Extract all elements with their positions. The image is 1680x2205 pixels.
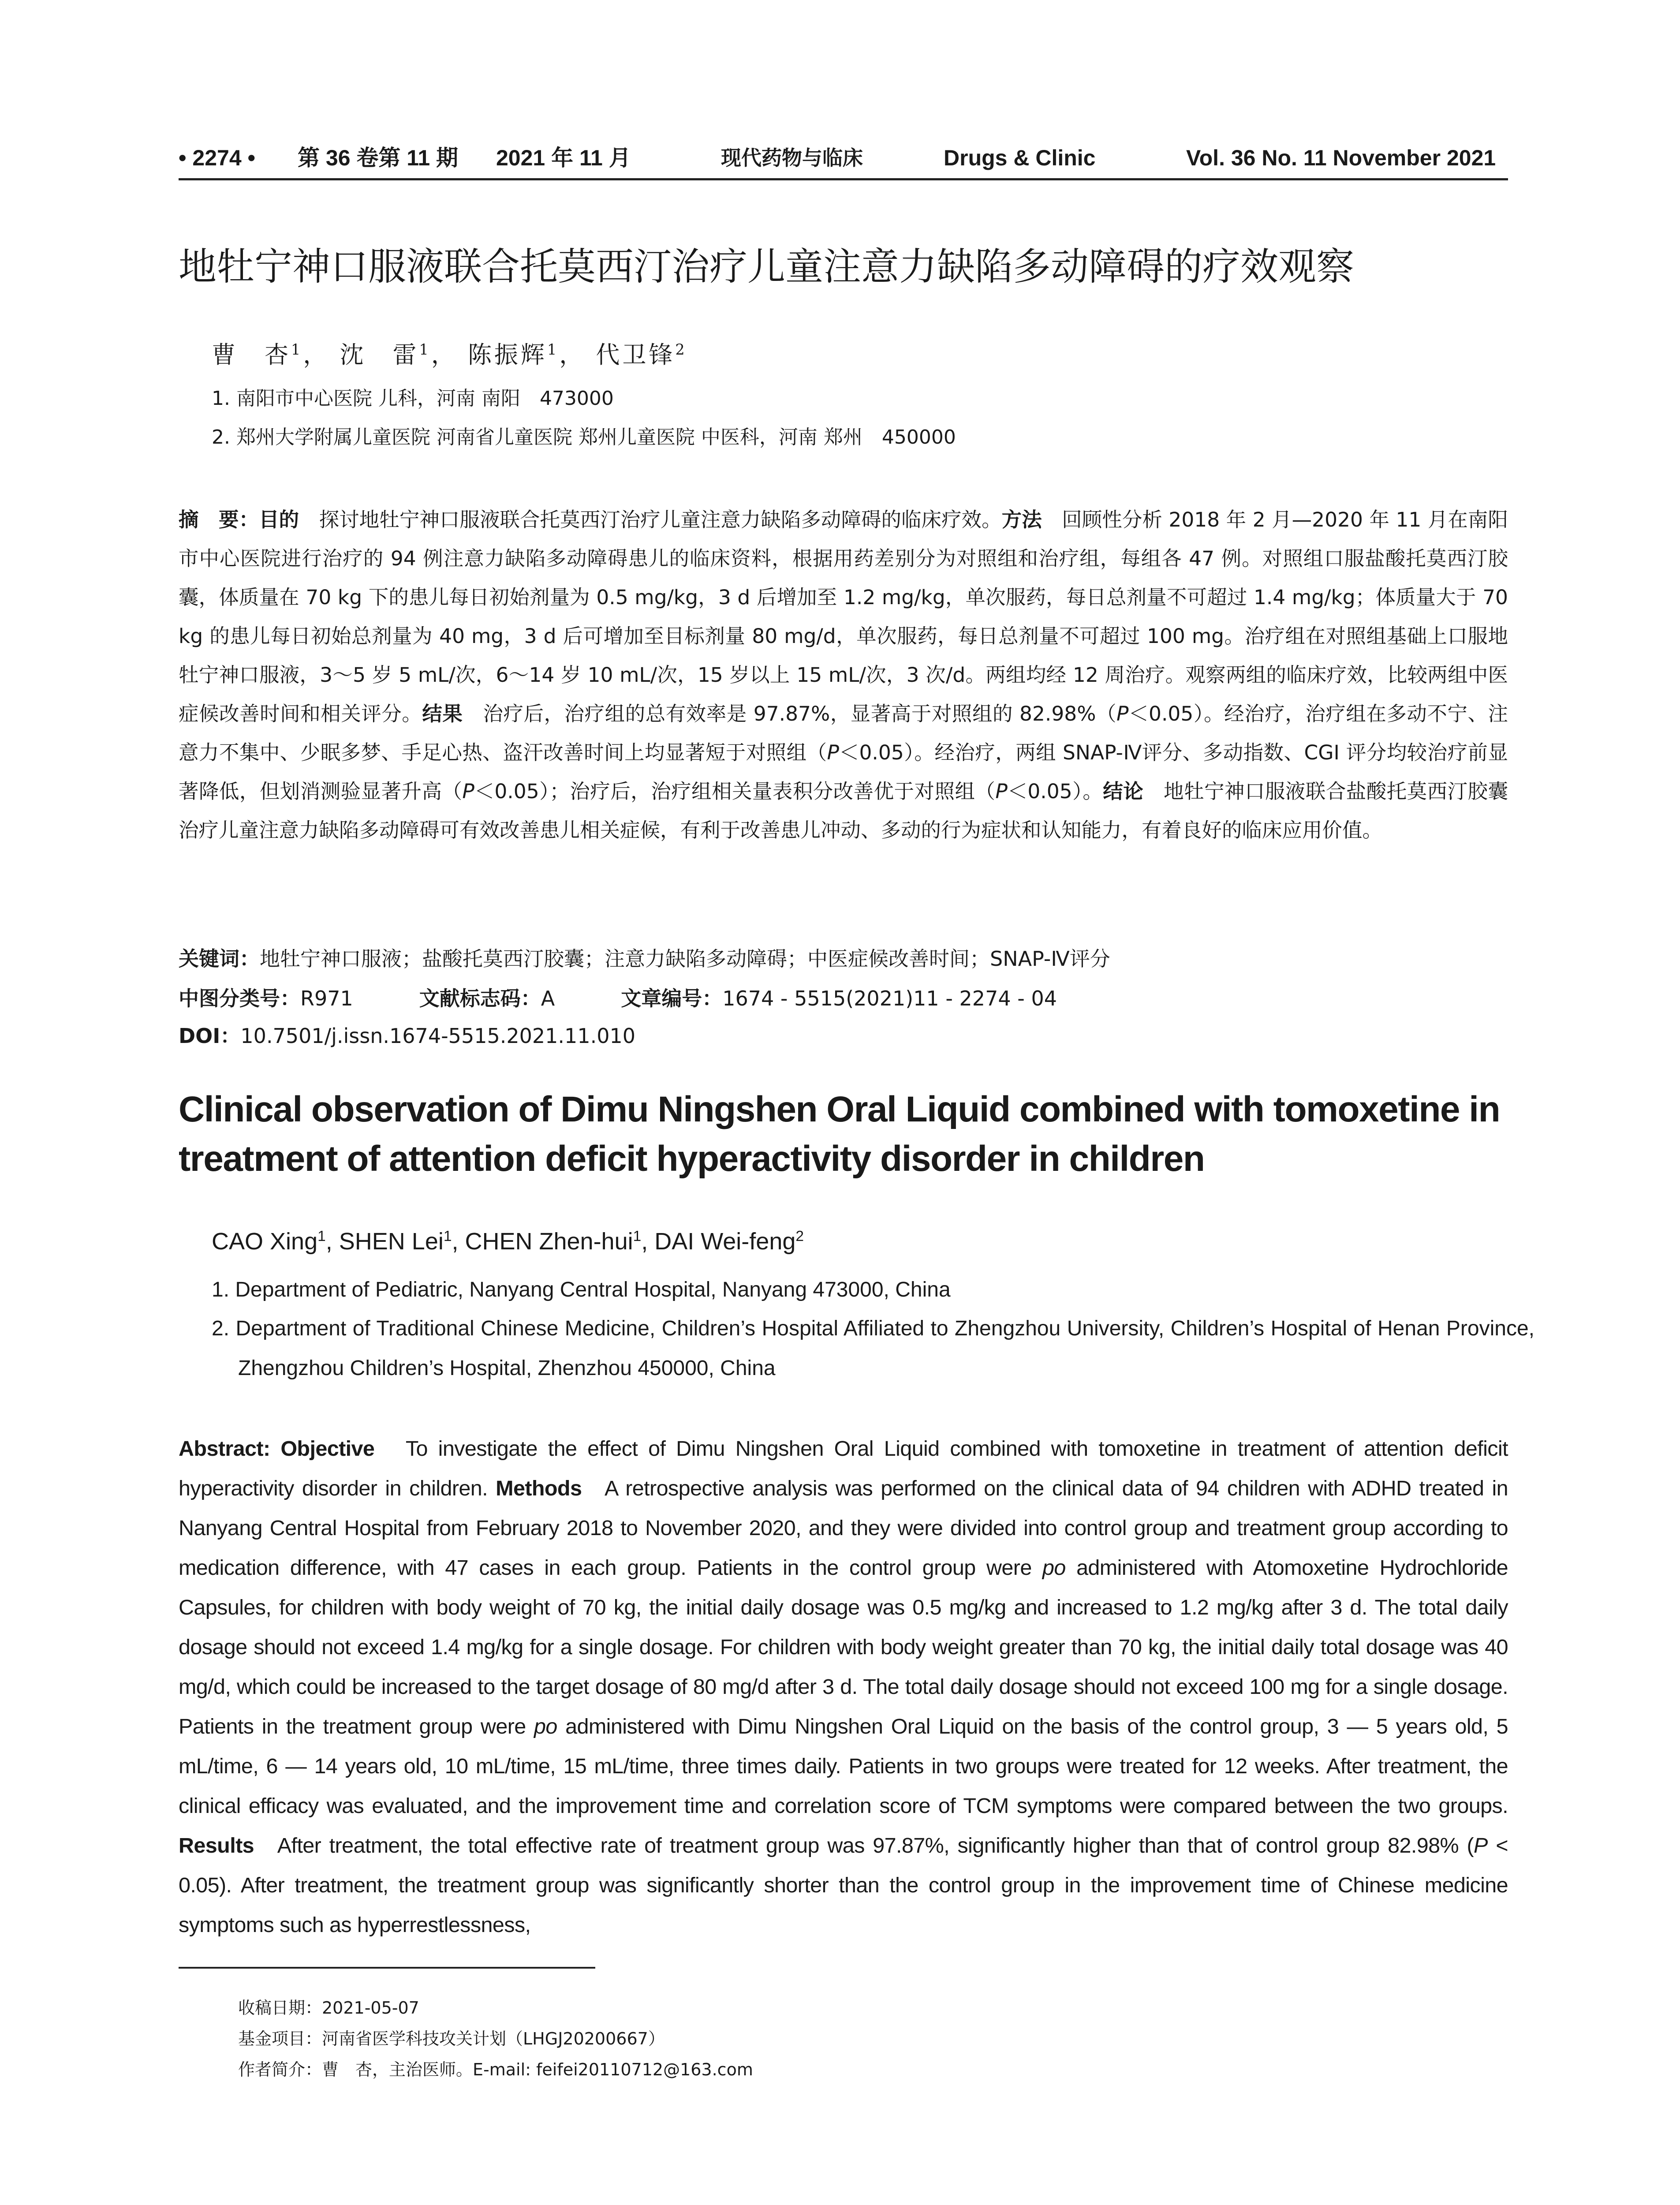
doi-value: 10.7501/j.issn.1674-5515.2021.11.010 [240,1024,636,1048]
author-name: 曹 杏 [212,341,291,369]
author-affiliation-mark: 1 [317,1228,326,1245]
clc-label: 中图分类号： [179,987,300,1010]
objective-text-en: To investigate the effect of Dimu Ningshen Oral Liquid combined with tomoxetine in treatment of attention deficit hyperactivity disorder in children. [179,1437,1508,1500]
doi-line [179,1017,635,1055]
objective-label-cn: 目的 [259,508,299,531]
author-separator: ， [559,341,586,369]
issue-date-cn: 2021 年 11 月 [496,146,631,170]
footnote-received: 收稿日期：2021-05-07 [238,1998,419,2018]
affiliation-en-1: 1. Department of Pediatric, Nanyang Central Hospital, Nanyang 473000, China [212,1278,951,1301]
journal-name-en: Drugs & Clinic [944,146,1096,170]
affiliation-cn-1: 1. 南阳市中心医院 儿科，河南 南阳 473000 [212,387,614,410]
author-name: DAI Wei-feng [654,1228,796,1255]
header-rule [179,178,1508,180]
po-term: po [534,1715,557,1738]
author-name: CHEN Zhen-hui [465,1228,633,1255]
results-text-cn: 治疗后，治疗组的总有效率是 97.87%，显著高于对照组的 82.98%（ [483,702,1117,725]
abstract-cn [179,501,1508,850]
keywords-cn [179,939,1110,978]
footnote-rule [179,1967,595,1969]
affiliation-cn-2: 2. 郑州大学附属儿童医院 河南省儿童医院 郑州儿童医院 中医科，河南 郑州 450000 [212,426,956,448]
keywords-text: 地牡宁神口服液；盐酸托莫西汀胶囊；注意力缺陷多动障碍；中医症候改善时间；SNAP-Ⅳ评分 [260,947,1110,971]
p-value-symbol: P [995,780,1008,803]
methods-text-en: A retrospective analysis was performed on the clinical data of 94 children with ADHD treated in Nanyang Central Hospital from February 2018 to November 2020, and they were divided into control group and treatment group according to medication difference, with 47 cases in each group. Patients in the control group were [179,1476,1508,1580]
p-value-symbol: P [827,741,839,764]
footnote-author: 作者简介：曹 杏，主治医师。E-mail: feifei20110712@163.com [238,2060,753,2079]
author-affiliation-mark: 1 [419,341,431,358]
article-number-value: 1674 - 5515(2021)11 - 2274 - 04 [722,987,1057,1010]
methods-text-en: administered with Dimu Ningshen Oral Liquid on the basis of the control group, 3 — 5 years old, 5 mL/time, 6 — 14 years old, 10 mL/time, 15 mL/time, three times daily. Patients in two groups were treated for 12 weeks. After treatment, the clinical efficacy was evaluated, and the improvement time and correlation score of TCM symptoms were compared between the two groups. [179,1715,1508,1818]
results-text-cn: ＜0.05）。 [1007,780,1103,803]
author-affiliation-mark: 1 [547,341,560,358]
doi-label: DOI： [179,1024,241,1048]
author-separator: , [452,1228,465,1255]
objective-label-en: Objective [280,1437,375,1461]
conclusion-label-cn: 结论 [1103,780,1144,803]
conclusion-text-cn: 地牡宁神口服液联合盐酸托莫西汀胶囊治疗儿童注意力缺陷多动障碍可有效改善患儿相关症候，有利于改善患儿冲动、多动的行为症状和认知能力，有着良好的临床应用价值。 [179,780,1508,842]
author-name: SHEN Lei [339,1228,444,1255]
results-label-cn: 结果 [422,702,463,725]
author-list-cn [212,335,687,375]
results-text-cn: ＜0.05）。经治疗，两组 SNAP-Ⅳ评分、多动指数、CGI 评分均较治疗前显著降低，但划消测验显著升高（ [179,741,1508,803]
article-title-en: Clinical observation of Dimu Ningshen Oral Liquid combined with tomoxetine in treatment of attention deficit hyperactivity disorder in children [179,1089,1500,1179]
keywords-label: 关键词： [179,947,260,971]
author-name: 代卫锋 [596,341,676,369]
author-separator: ， [303,341,330,369]
issue-volume-cn: 第 36 卷第 11 期 [298,146,459,170]
results-text-en: < 0.05). After treatment, the treatment group was significantly shorter than the control group in the improvement time of Chinese medicine symptoms such as hyperrestlessness, [179,1834,1508,1937]
p-value-symbol: P [1116,702,1129,725]
author-separator: , [325,1228,339,1255]
abstract-label-en: Abstract: [179,1437,270,1461]
author-name: CAO Xing [212,1228,318,1255]
objective-text-cn: 探讨地牡宁神口服液联合托莫西汀治疗儿童注意力缺陷多动障碍的临床疗效。 [319,508,1002,531]
article-number-label: 文章编号： [621,987,723,1010]
clc-value: R971 [300,987,353,1010]
author-list-en [212,1222,804,1261]
methods-label-en: Methods [496,1476,582,1500]
results-label-en: Results [179,1834,254,1857]
methods-text-cn: 回顾性分析 2018 年 2 月—2020 年 11 月在南阳市中心医院进行治疗的 94 例注意力缺陷多动障碍患儿的临床资料，根据用药差别分为对照组和治疗组，每组各 47 例。对照组口服盐酸托莫西汀胶囊，体质量在 70 kg 下的患儿每日初始剂量为 0.5 mg/kg，3 d 后增加至 1.2 mg/kg，单次服药，每日总剂量不可超过 1.4 mg/kg；体质量大于 70 kg 的患儿每日初始总剂量为 40 mg，3 d 后可增加至目标剂量 80 mg/d，单次服药，每日总剂量不可超过 100 mg。治疗组在对照组基础上口服地牡宁神口服液，3～5 岁 5 mL/次，6～14 岁 10 mL/次，15 岁以上 15 mL/次，3 次/d。两组均经 12 周治疗。观察两组的临床疗效，比较两组中医症候改善时间和相关评分。 [179,508,1508,725]
abstract-label-cn: 摘 要： [179,508,259,531]
volume-en: Vol. 36 No. 11 November 2021 [1186,146,1496,170]
doc-code-label: 文献标志码： [419,987,541,1010]
author-affiliation-mark: 1 [291,341,303,358]
results-text-en: After treatment, the total effective rate of treatment group was 97.87%, significantly higher than that of control group 82.98% ( [277,1834,1474,1857]
methods-text-en: administered with Atomoxetine Hydrochloride Capsules, for children with body weight of 70 kg, the initial daily dosage was 0.5 mg/kg and increased to 1.2 mg/kg after 3 d. The total daily dosage should not exceed 1.4 mg/kg for a single dosage. For children with body weight greater than 70 kg, the initial daily total dosage was 40 mg/d, which could be increased to the target dosage of 80 mg/d after 3 d. The total daily dosage should not exceed 100 mg for a single dosage. Patients in the treatment group were [179,1556,1508,1738]
methods-label-cn: 方法 [1001,508,1042,531]
journal-name-cn: 现代药物与临床 [721,146,863,170]
p-value-symbol: P [462,780,474,803]
classification-line [179,979,1057,1018]
article-title-cn: 地牡宁神口服液联合托莫西汀治疗儿童注意力缺陷多动障碍的疗效观察 [179,245,1354,289]
author-affiliation-mark: 2 [795,1228,804,1245]
author-name: 陈振辉 [467,341,547,369]
author-separator: , [641,1228,655,1255]
p-value-symbol: P [1474,1834,1488,1857]
results-text-cn: ＜0.05）；治疗后，治疗组相关量表积分改善优于对照组（ [474,780,996,803]
footnote-fund: 基金项目：河南省医学科技攻关计划（LHGJ20200667） [238,2029,665,2048]
author-affiliation-mark: 1 [633,1228,642,1245]
author-affiliation-mark: 2 [675,341,687,358]
author-separator: ， [431,341,458,369]
doc-code-value: A [541,987,555,1010]
abstract-en [179,1429,1508,1945]
author-affiliation-mark: 1 [443,1228,452,1245]
results-text-cn: ＜0.05）。经治疗，治疗组在多动不宁、注意力不集中、少眠多梦、手足心热、盗汗改善时间上均显著短于对照组（ [179,702,1508,764]
author-name: 沈 雷 [340,341,419,369]
page-number: • 2274 • [179,146,256,170]
affiliation-en-2: 2. Department of Traditional Chinese Medicine, Children’s Hospital Affiliated to Zhengzhou University, Children’s Hospital of Henan Province, Zhengzhou Children’s Hospital, Zhenzhou 450000, China [212,1317,1534,1380]
po-term: po [1042,1556,1066,1580]
